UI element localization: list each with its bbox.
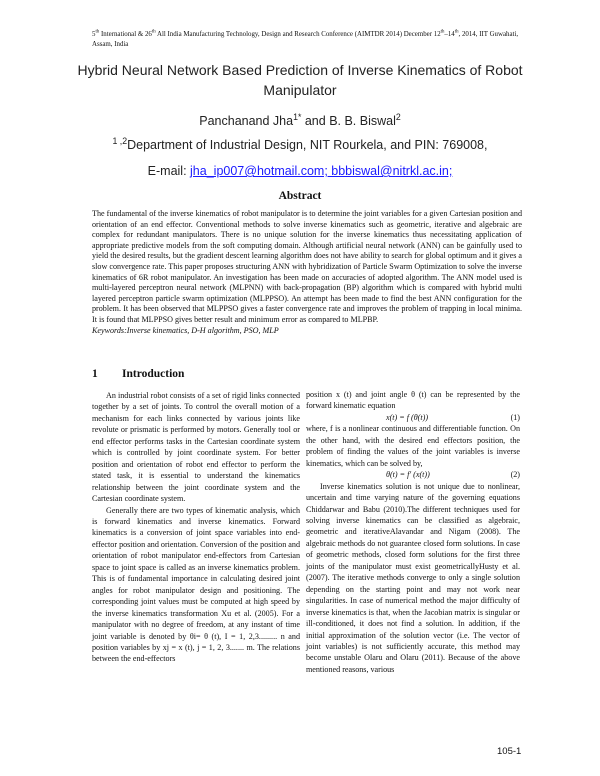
paragraph: An industrial robot consists of a set of rigid links connected together by a set of joints. To control the overall motion of a mechanism for each links connected by various joints like revolute or prismatic is performed by motors. Generally tool or end effector performs tasks in the Cartesian coordinate system which is controlled by joint coordinate system. For better position and orientation of robot end effector to perform the stated task, it is essential to understand the kinematics relationship between the joint coordinate system and the Cartesian coordinate system. (92, 391, 300, 504)
authors: Panchanand Jha$^{1*}$ and B. B. Biswal$^2$ (199, 111, 401, 128)
abstract-body: The fundamental of the inverse kinematics of robot manipulator is to determine the joint variables for a given Cartesian position and orientation of an end effector. Conventional methods to solve inverse kinematics such as geometric, iterative and algebraic are complex for redundant manipulators. There is no unique solution for the inverse kinematics thus necessitating application of appropriate predictive models from the soft computing domain. Although artificial neural network (ANN) can be gainfully used to yield the desired results, but the gradient descent learning algorithm does not have ability to search for global optimum and it gives a slow convergence rate. This paper proposes structuring ANN with hybridization of Particle Swarm Optimization to solve the inverse kinematics of 6R robot manipulator. An investigation has been made on accuracies of adopted algorithm. The ANN model used is multi-layered perceptron neural network (MLPNN) with back-propagation (BP) algorithm which is compared with hybrid multi layered perceptron particle swarm optimization (MLPPSO). An attempt has been made to find the best ANN configuration for the problem. It has been observed that MLPPSO gives a faster convergence rate and improves the problem of trapping in local minima. It is found that MLPPSO gives better result and minimum error as compared to MLPBP. Keywords:Inverse kinematics, D-H algorithm, PSO, MLP (92, 209, 522, 335)
equation-2: θ(t) = f′ (x(t)) (2) (386, 470, 520, 480)
left-column (92, 390, 300, 665)
paragraph: Inverse kinematics solution is not unique due to nonlinear, uncertain and time varying nature of the governing equations Chiddarwar and Babu (2010).The different techniques used for solving inverse kinematics can be classified as algebraic, geometric and iterativeAlavandar and Nigam (2008). The algebraic methods do not guarantee closed form solutions. In case of geometric methods, closed form solutions for the first three joints of the manipulator must exist geometricallyHusty et al. (2007). The iterative methods converge to only a single solution depending on the starting point and may not work near singularities. In case of numerical method the major difficulty of inverse kinematics is that, when the Jacobian matrix is singular or ill-conditioned, it does not find a solution. In addition, if the initial approximation of the solution vector (i.e. The vector of joint variables) is not sufficiently accurate, this method may become unstable Olaru and Olaru (2011). Because of the above mentioned reasons, various (306, 481, 520, 674)
paragraph: Generally there are two types of kinematic analysis, which is forward kinematics and inverse kinematics. Forward kinematics is a conversion of joint space variables into end-effector position and orientation. Conversion of the position and orientation of robot manipulator end-effectors from Cartesian space to joint space is called as an inverse kinematics problem. This is of fundamental importance in calculating desired joint angles for robot manipulator design and positioning. The corresponding joint values must be computed at high speed by the inverse kinematics transformation Xu et al. (2005). For a manipulator with no degree of freedom, at any instant of time joint variable is denoted by θi= θ (t), I = 1, 2,3......... n and position variables by xj = x (t), j = 1, 2, 3....... m. The relations between the end-effectors (92, 505, 300, 664)
paragraph: position x (t) and joint angle θ (t) can be represented by the forward kinematic equation (306, 390, 520, 411)
email-line: E-mail: jha_ip007@hotmail.com; bbbiswal@nitrkl.ac.in; (147, 164, 453, 178)
affiliation: $^{1 ,2}$Department of Industrial Design, NIT Rourkela, and PIN: 769008, (112, 135, 488, 152)
email-link[interactable]: jha_ip007@hotmail.com; bbbiswal@nitrkl.ac.in; (190, 164, 453, 178)
section-heading: 1 Introduction (92, 368, 185, 380)
conference-header: 5th International & 26th All India Manufacturing Technology, Design and Research Conference (AIMTDR 2014) December 12th–14th, 2014, IIT Guwahati, Assam, India (92, 29, 519, 48)
paragraph: where, f is a nonlinear continuous and differentiable function. On the other hand, with the desired end effectors position, the problem of finding the values of the joint variables is inverse kinematics, which can be solved by, (306, 424, 520, 468)
equation-1: x(t) = f (θ(t)) (1) (386, 412, 520, 422)
abstract-heading: Abstract (278, 190, 322, 202)
author-2: B. B. Biswal (329, 114, 396, 128)
right-column (306, 389, 520, 675)
page-number: 105-1 (497, 746, 522, 757)
keywords: Keywords:Inverse kinematics, D-H algorithm, PSO, MLP (92, 325, 279, 335)
author-1: Panchanand Jha (199, 114, 294, 128)
paper-title: Hybrid Neural Network Based Prediction of Inverse Kinematics of Robot Manipulator (77, 62, 523, 98)
